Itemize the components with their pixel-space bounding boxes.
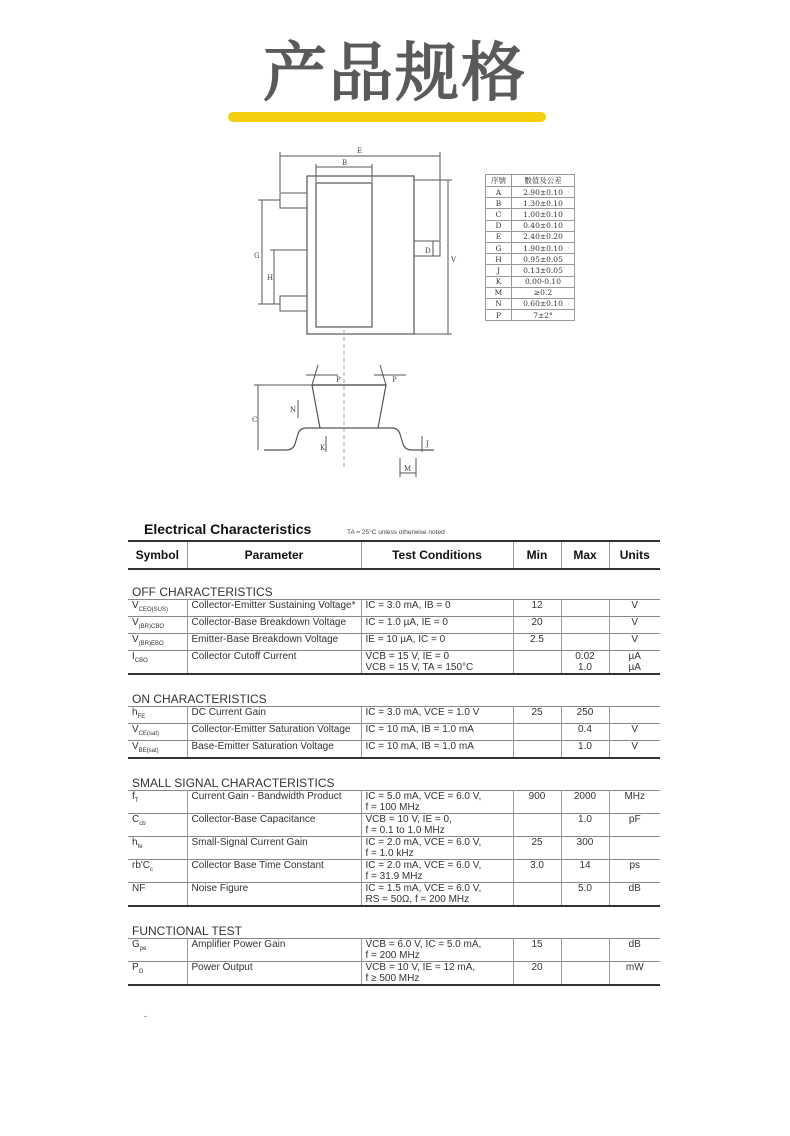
symbol-text: G — [132, 939, 140, 950]
dimension-value: 0.00-0.10 — [512, 276, 575, 287]
units-cell — [609, 814, 660, 837]
section-row — [128, 906, 660, 939]
dimension-row — [486, 198, 575, 209]
max-cell — [561, 837, 609, 860]
symbol-text: h — [132, 707, 138, 718]
dimension-code: A — [486, 187, 512, 198]
dimension-header-code: 序號 — [486, 175, 512, 187]
condition-line: VCB = 10 V, IE = 0, — [365, 814, 452, 825]
symbol-subscript: c — [150, 867, 154, 873]
units-cell — [609, 634, 660, 651]
condition-line: IC = 10 mA, IB = 1.0 mA — [365, 741, 474, 752]
symbol-cell — [128, 962, 187, 986]
table-row — [128, 883, 660, 907]
condition-line: f = 200 MHz — [365, 950, 420, 961]
section-row — [128, 674, 660, 707]
condition-line: f = 31.9 MHz — [365, 871, 423, 882]
min-cell — [513, 741, 561, 759]
table-row — [128, 814, 660, 837]
units-cell — [609, 962, 660, 986]
condition-line: VCB = 6.0 V, IC = 5.0 mA, — [365, 939, 482, 950]
parameter-text: Collector-Base Capacitance — [191, 814, 316, 825]
min-cell — [513, 939, 561, 962]
max-value: 250 — [576, 707, 594, 718]
units-cell — [609, 860, 660, 883]
dimension-row — [486, 310, 575, 321]
dimension-code: K — [486, 276, 512, 287]
dimension-row — [486, 265, 575, 276]
max-cell — [561, 939, 609, 962]
condition-line: IE = 10 µA, IC = 0 — [365, 634, 446, 645]
table-row — [128, 939, 660, 962]
dimension-row — [486, 298, 575, 309]
dim-label-n: N — [290, 406, 297, 414]
units-cell — [609, 837, 660, 860]
symbol-cell — [128, 600, 187, 617]
symbol-cell — [128, 741, 187, 759]
condition-line: f = 0.1 to 1.0 MHz — [365, 825, 445, 836]
dimension-value: 2.90±0.10 — [512, 187, 575, 198]
units-cell — [609, 741, 660, 759]
dimension-code: D — [486, 220, 512, 231]
dimension-code: G — [486, 242, 512, 253]
max-value: 2000 — [573, 791, 597, 802]
header-symbol: Symbol — [128, 541, 187, 569]
units-value: mW — [625, 962, 644, 973]
condition-line: IC = 3.0 mA, VCE = 1.0 V — [365, 707, 480, 718]
table-row — [128, 724, 660, 741]
units-cell — [609, 939, 660, 962]
symbol-cell — [128, 651, 187, 675]
dimension-code: N — [486, 298, 512, 309]
table-row — [128, 600, 660, 617]
table-row — [128, 741, 660, 759]
symbol-text: NF — [132, 883, 146, 894]
max-cell — [561, 814, 609, 837]
max-cell — [561, 707, 609, 724]
symbol-subscript: CBO — [134, 658, 148, 664]
table-row — [128, 860, 660, 883]
units-cell — [609, 724, 660, 741]
symbol-text: C — [132, 814, 140, 825]
section-row — [128, 569, 660, 600]
symbol-text: V — [132, 600, 139, 611]
symbol-subscript: FE — [137, 714, 146, 720]
symbol-subscript: CEO(SUS) — [138, 607, 169, 613]
min-value: 2.5 — [530, 634, 544, 645]
dimension-row — [486, 187, 575, 198]
parameter-cell — [187, 600, 361, 617]
units-cell — [609, 651, 660, 675]
header-test-conditions: Test Conditions — [361, 541, 513, 569]
symbol-cell — [128, 814, 187, 837]
min-cell — [513, 707, 561, 724]
dimension-row — [486, 220, 575, 231]
dim-label-j: J — [426, 440, 429, 448]
dimension-code: J — [486, 265, 512, 276]
max-value: 5.0 — [578, 883, 592, 894]
parameter-text: Amplifier Power Gain — [191, 939, 286, 950]
dimension-code: E — [486, 231, 512, 242]
dimension-code: H — [486, 254, 512, 265]
max-cell — [561, 724, 609, 741]
conditions-cell — [361, 962, 513, 986]
max-cell — [561, 634, 609, 651]
dimension-value: 1.30±0.10 — [512, 198, 575, 209]
parameter-text: Emitter-Base Breakdown Voltage — [191, 634, 339, 645]
footnote: - — [144, 1011, 147, 1021]
symbol-text: V — [132, 724, 139, 735]
dim-label-e: E — [357, 147, 363, 155]
max-cell — [561, 883, 609, 907]
min-value: 25 — [531, 707, 543, 718]
min-cell — [513, 837, 561, 860]
table-row — [128, 651, 660, 675]
conditions-cell — [361, 791, 513, 814]
section-title: FUNCTIONAL TEST — [132, 924, 243, 938]
dim-label-m: M — [404, 465, 412, 473]
condition-line: IC = 1.0 µA, IE = 0 — [365, 617, 448, 628]
conditions-cell — [361, 724, 513, 741]
min-cell — [513, 600, 561, 617]
parameter-text: Power Output — [191, 962, 253, 973]
max-cell — [561, 741, 609, 759]
condition-line: VCB = 15 V, IE = 0 — [365, 651, 450, 662]
symbol-text: h — [132, 837, 138, 848]
max-cell — [561, 617, 609, 634]
units-cell — [609, 791, 660, 814]
min-cell — [513, 883, 561, 907]
conditions-cell — [361, 939, 513, 962]
max-value: 1.0 — [578, 662, 592, 673]
condition-line: RS = 50Ω, f = 200 MHz — [365, 894, 470, 905]
min-cell — [513, 617, 561, 634]
dim-label-d: D — [425, 247, 431, 255]
package-outline-drawing — [240, 140, 470, 485]
conditions-cell — [361, 860, 513, 883]
units-value: V — [631, 600, 639, 611]
table-row — [128, 707, 660, 724]
condition-line: VCB = 15 V, TA = 150°C — [365, 662, 474, 673]
section-row — [128, 758, 660, 791]
units-value: dB — [628, 939, 641, 950]
dimension-row — [486, 242, 575, 253]
section-title: SMALL SIGNAL CHARACTERISTICS — [132, 776, 335, 790]
parameter-cell — [187, 837, 361, 860]
min-value: 25 — [531, 837, 543, 848]
min-cell — [513, 724, 561, 741]
dimension-row — [486, 254, 575, 265]
dim-label-v: V — [451, 256, 457, 264]
units-cell — [609, 600, 660, 617]
symbol-subscript: O — [138, 969, 144, 975]
parameter-cell — [187, 707, 361, 724]
dimension-value: 1.00±0.10 — [512, 209, 575, 220]
parameter-text: Collector-Emitter Sustaining Voltage* — [191, 600, 356, 611]
conditions-cell — [361, 634, 513, 651]
parameter-cell — [187, 860, 361, 883]
conditions-cell — [361, 617, 513, 634]
parameter-cell — [187, 939, 361, 962]
header-max: Max — [561, 541, 609, 569]
conditions-cell — [361, 651, 513, 675]
min-value: 12 — [531, 600, 543, 611]
symbol-subscript: (BR)EBO — [138, 641, 164, 647]
parameter-cell — [187, 791, 361, 814]
max-cell — [561, 600, 609, 617]
conditions-cell — [361, 741, 513, 759]
electrical-title: Electrical Characteristics — [144, 521, 312, 537]
dimension-code: M — [486, 287, 512, 298]
parameter-text: Noise Figure — [191, 883, 249, 894]
dimension-value: 0.95±0.05 — [512, 254, 575, 265]
max-value: 0.02 — [575, 651, 595, 662]
min-cell — [513, 791, 561, 814]
conditions-cell — [361, 814, 513, 837]
symbol-cell — [128, 883, 187, 907]
units-value: µA — [628, 662, 641, 673]
parameter-text: Collector Base Time Constant — [191, 860, 324, 871]
symbol-text: P — [132, 962, 139, 973]
condition-line: f ≥ 500 MHz — [365, 973, 420, 984]
min-cell — [513, 634, 561, 651]
symbol-cell — [128, 707, 187, 724]
symbol-subscript: T — [134, 798, 139, 804]
max-value: 1.0 — [578, 741, 592, 752]
units-value: dB — [628, 883, 641, 894]
dim-label-p-left: P — [336, 376, 341, 384]
max-cell — [561, 791, 609, 814]
page-title: 产品规格 — [263, 37, 527, 111]
symbol-text: f — [132, 791, 135, 802]
parameter-text: Collector Cutoff Current — [191, 651, 297, 662]
parameter-text: Current Gain - Bandwidth Product — [191, 791, 342, 802]
conditions-cell — [361, 837, 513, 860]
parameter-cell — [187, 651, 361, 675]
parameter-cell — [187, 634, 361, 651]
table-row — [128, 962, 660, 986]
parameter-text: DC Current Gain — [191, 707, 266, 718]
parameter-text: Collector-Base Breakdown Voltage — [191, 617, 347, 628]
units-value: pF — [628, 814, 641, 825]
units-value: V — [631, 741, 639, 752]
dimension-value: 1.90±0.10 — [512, 242, 575, 253]
parameter-text: Base-Emitter Saturation Voltage — [191, 741, 334, 752]
parameter-cell — [187, 962, 361, 986]
dimension-row — [486, 287, 575, 298]
dim-label-p-right: P — [392, 376, 397, 384]
dimension-value: 0.13±0.05 — [512, 265, 575, 276]
condition-line: f = 1.0 kHz — [365, 848, 414, 859]
symbol-subscript: pe — [139, 946, 147, 952]
parameter-cell — [187, 617, 361, 634]
symbol-cell — [128, 860, 187, 883]
units-value: V — [631, 724, 639, 735]
header-units: Units — [609, 541, 660, 569]
units-cell — [609, 617, 660, 634]
min-value: 15 — [531, 939, 543, 950]
symbol-text: rb'C — [132, 860, 151, 871]
symbol-cell — [128, 617, 187, 634]
dimension-value: 0.60±0.10 — [512, 298, 575, 309]
dim-label-g: G — [254, 252, 260, 260]
symbol-subscript: cb — [139, 821, 146, 827]
conditions-cell — [361, 707, 513, 724]
min-cell — [513, 651, 561, 675]
symbol-text: V — [132, 741, 139, 752]
section-title: ON CHARACTERISTICS — [132, 692, 267, 706]
condition-line: IC = 3.0 mA, IB = 0 — [365, 600, 451, 611]
parameter-text: Collector-Emitter Saturation Voltage — [191, 724, 351, 735]
conditions-cell — [361, 883, 513, 907]
parameter-cell — [187, 724, 361, 741]
dimension-row — [486, 231, 575, 242]
header-parameter: Parameter — [187, 541, 361, 569]
min-value: 20 — [531, 962, 543, 973]
min-cell — [513, 860, 561, 883]
title-underline — [228, 112, 546, 122]
condition-line: f = 100 MHz — [365, 802, 420, 813]
table-row — [128, 837, 660, 860]
parameter-cell — [187, 741, 361, 759]
max-value: 14 — [579, 860, 591, 871]
max-value: 1.0 — [578, 814, 592, 825]
dimension-code: P — [486, 310, 512, 321]
symbol-subscript: CE(sat) — [138, 731, 160, 737]
dimension-value: 0.40±0.10 — [512, 220, 575, 231]
symbol-subscript: BE(sat) — [138, 748, 159, 754]
max-cell — [561, 962, 609, 986]
symbol-subscript: fe — [137, 844, 143, 850]
units-value: V — [631, 617, 639, 628]
symbol-text: I — [132, 651, 135, 662]
units-cell — [609, 883, 660, 907]
condition-line: IC = 2.0 mA, VCE = 6.0 V, — [365, 837, 482, 848]
section-title: OFF CHARACTERISTICS — [132, 585, 273, 599]
units-value: V — [631, 634, 639, 645]
dimension-header-value: 數值及公差 — [512, 175, 575, 187]
units-value: ps — [629, 860, 641, 871]
electrical-header-row — [128, 541, 660, 569]
symbol-cell — [128, 634, 187, 651]
symbol-cell — [128, 939, 187, 962]
condition-line: IC = 2.0 mA, VCE = 6.0 V, — [365, 860, 482, 871]
max-value: 0.4 — [578, 724, 592, 735]
dimension-row — [486, 209, 575, 220]
dimension-code: C — [486, 209, 512, 220]
parameter-text: Small-Signal Current Gain — [191, 837, 308, 848]
electrical-characteristics-table — [128, 540, 660, 986]
min-value: 3.0 — [530, 860, 544, 871]
condition-line: IC = 10 mA, IB = 1.0 mA — [365, 724, 474, 735]
dim-label-h: H — [267, 274, 274, 282]
electrical-note: TA = 25°C unless otherwise noted — [347, 529, 445, 536]
table-row — [128, 634, 660, 651]
max-cell — [561, 860, 609, 883]
condition-line: VCB = 10 V, IE = 12 mA, — [365, 962, 476, 973]
symbol-cell — [128, 724, 187, 741]
dimension-row — [486, 276, 575, 287]
units-cell — [609, 707, 660, 724]
dim-label-k: K — [320, 444, 326, 452]
dimension-value: ≥0.2 — [512, 287, 575, 298]
min-cell — [513, 962, 561, 986]
max-cell — [561, 651, 609, 675]
units-value: MHz — [624, 791, 646, 802]
units-value: µA — [628, 651, 641, 662]
condition-line: IC = 1.5 mA, VCE = 6.0 V, — [365, 883, 482, 894]
max-value: 300 — [576, 837, 594, 848]
symbol-cell — [128, 791, 187, 814]
table-row — [128, 791, 660, 814]
dim-label-b: B — [342, 159, 348, 167]
symbol-cell — [128, 837, 187, 860]
dimension-table — [485, 174, 575, 321]
dimension-value: 7±2° — [512, 310, 575, 321]
min-cell — [513, 814, 561, 837]
conditions-cell — [361, 600, 513, 617]
min-value: 900 — [528, 791, 546, 802]
dimension-code: B — [486, 198, 512, 209]
symbol-subscript: (BR)CBO — [138, 624, 165, 630]
table-row — [128, 617, 660, 634]
dimension-table-header — [486, 175, 575, 187]
dim-label-c: C — [252, 416, 258, 424]
symbol-text: V — [132, 634, 139, 645]
parameter-cell — [187, 883, 361, 907]
min-value: 20 — [531, 617, 543, 628]
condition-line: IC = 5.0 mA, VCE = 6.0 V, — [365, 791, 482, 802]
dimension-value: 2.40±0.20 — [512, 231, 575, 242]
header-min: Min — [513, 541, 561, 569]
symbol-text: V — [132, 617, 139, 628]
parameter-cell — [187, 814, 361, 837]
